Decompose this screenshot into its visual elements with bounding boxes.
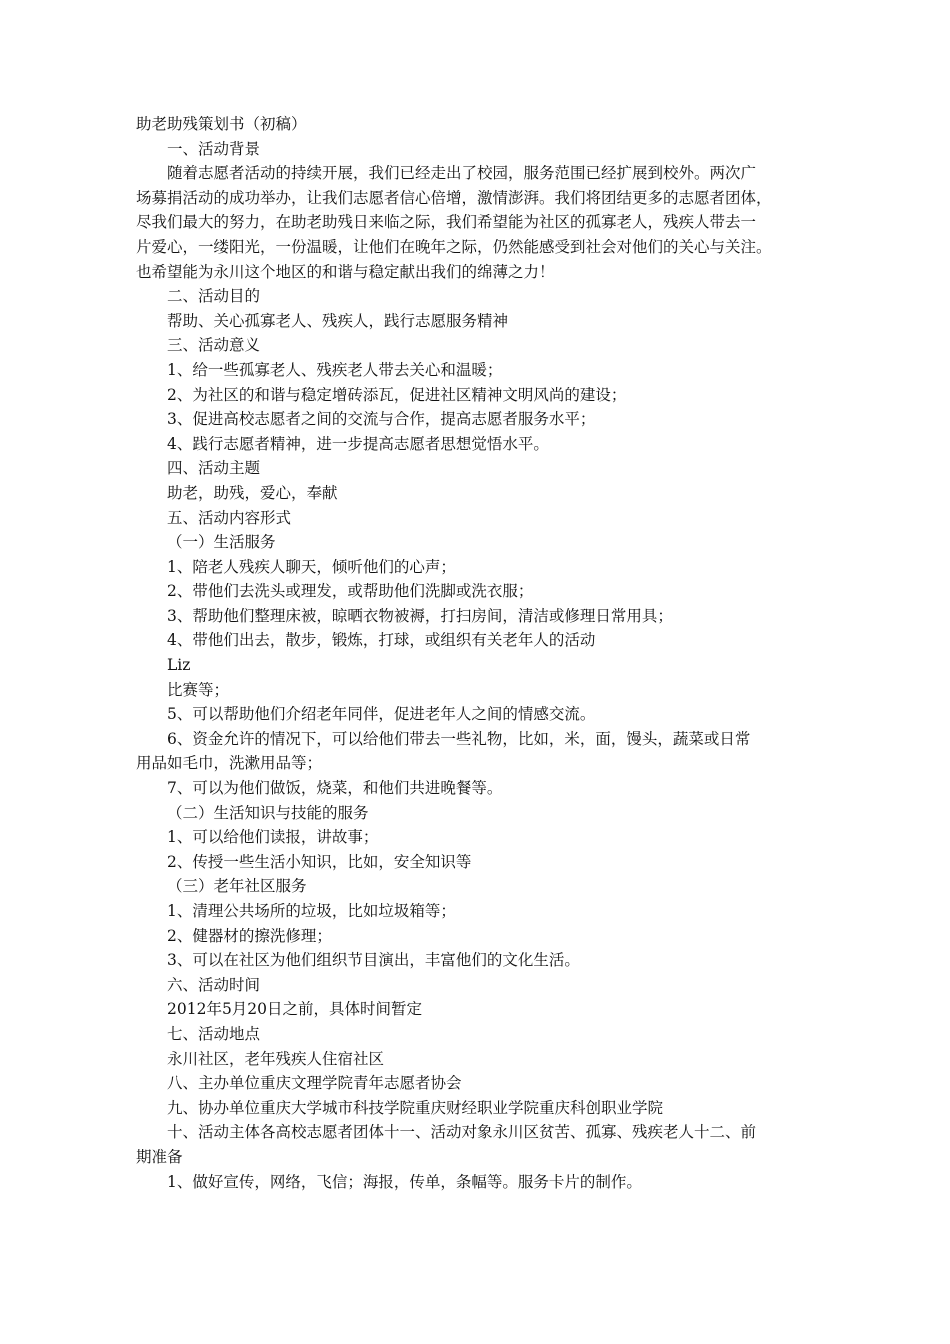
document-line: 五、活动内容形式: [167, 508, 292, 527]
document-line: 十、活动主体各高校志愿者团体十一、活动对象永川区贫苦、孤寡、残疾老人十二、前: [167, 1123, 757, 1142]
document-line: 比赛等；: [167, 680, 230, 699]
document-line: 3、帮助他们整理床被，晾晒衣物被褥，打扫房间，清洁或修理日常用具；: [167, 606, 673, 625]
document-line: 九、协办单位重庆大学城市科技学院重庆财经职业学院重庆科创职业学院: [167, 1098, 664, 1117]
document-line: 4、践行志愿者精神，进一步提高志愿者思想觉悟水平。: [167, 434, 549, 453]
document-line: 六、活动时间: [167, 975, 261, 994]
document-line: （三）老年社区服务: [167, 877, 307, 896]
document-line: 三、活动意义: [167, 336, 261, 355]
document-line: 七、活动地点: [167, 1024, 261, 1043]
document-line: Liz: [167, 656, 191, 675]
document-line: 随着志愿者活动的持续开展，我们已经走出了校园，服务范围已经扩展到校外。两次广: [167, 164, 757, 183]
document-line: 八、主办单位重庆文理学院青年志愿者协会: [167, 1074, 462, 1093]
document-body: [0, 137, 950, 1195]
document-line: 助老，助残，爱心，奉献: [167, 483, 338, 502]
document-line: 3、可以在社区为他们组织节目演出，丰富他们的文化生活。: [167, 951, 580, 970]
document-title: 助老助残策划书（初稿）: [136, 115, 307, 133]
document-line: 1、可以给他们读报，讲故事；: [167, 828, 379, 847]
document-line: 2、传授一些生活小知识，比如，安全知识等: [167, 852, 472, 871]
document-line: 1、清理公共场所的垃圾，比如垃圾箱等；: [167, 902, 456, 920]
document-line: 6、资金允许的情况下，可以给他们带去一些礼物，比如，米，面，馒头，蔬菜或日常: [167, 729, 751, 748]
document-line: 2、健器材的擦洗修理；: [167, 926, 332, 945]
document-line: 5、可以帮助他们介绍老年同伴，促进老年人之间的情感交流。: [167, 705, 596, 724]
document-line: 永川社区，老年残疾人住宿社区: [167, 1049, 385, 1068]
document-line: 二、活动目的: [167, 287, 261, 306]
document-line: （二）生活知识与技能的服务: [167, 803, 369, 822]
document-line: 1、陪老人残疾人聊天，倾听他们的心声；: [167, 557, 456, 576]
document-line: 2012年5月20日之前，具体时间暂定: [167, 1000, 423, 1019]
document-line: 用品如毛巾，洗漱用品等；: [136, 754, 323, 773]
document-line: 1、给一些孤寡老人、残疾老人带去关心和温暖；: [167, 360, 503, 379]
document-line: 帮助、关心孤寡老人、残疾人，践行志愿服务精神: [167, 311, 509, 330]
document-line: 尽我们最大的努力，在助老助残日来临之际，我们希望能为社区的孤寡老人，残疾人带去一: [136, 213, 757, 232]
document-line: 3、促进高校志愿者之间的交流与合作，提高志愿者服务水平；: [167, 410, 596, 429]
document-line: 一、活动背景: [167, 139, 261, 158]
document-line: 期准备: [136, 1147, 183, 1166]
document-line: 片爱心，一缕阳光，一份温暖，让他们在晚年之际，仍然能感受到社会对他们的关心与关注。: [136, 237, 772, 256]
document-line: 也希望能为永川这个地区的和谐与稳定献出我们的绵薄之力！: [136, 262, 555, 281]
document-line: 4、带他们出去，散步，锻炼，打球，或组织有关老年人的活动: [167, 631, 596, 650]
document-line: 2、为社区的和谐与稳定增砖添瓦，促进社区精神文明风尚的建设；: [167, 385, 627, 404]
document-line: （一）生活服务: [167, 533, 276, 552]
document-line: 四、活动主题: [167, 459, 261, 478]
document-line: 1、做好宣传，网络，飞信；海报，传单，条幅等。服务卡片的制作。: [167, 1172, 642, 1191]
document-line: 场募捐活动的成功举办，让我们志愿者信心倍增，激情澎湃。我们将团结更多的志愿者团体，: [136, 188, 772, 207]
document-line: 2、带他们去洗头或理发，或帮助他们洗脚或洗衣服；: [167, 582, 534, 601]
document-page: [0, 112, 950, 1194]
document-line: 7、可以为他们做饭，烧菜，和他们共进晚餐等。: [167, 779, 503, 798]
